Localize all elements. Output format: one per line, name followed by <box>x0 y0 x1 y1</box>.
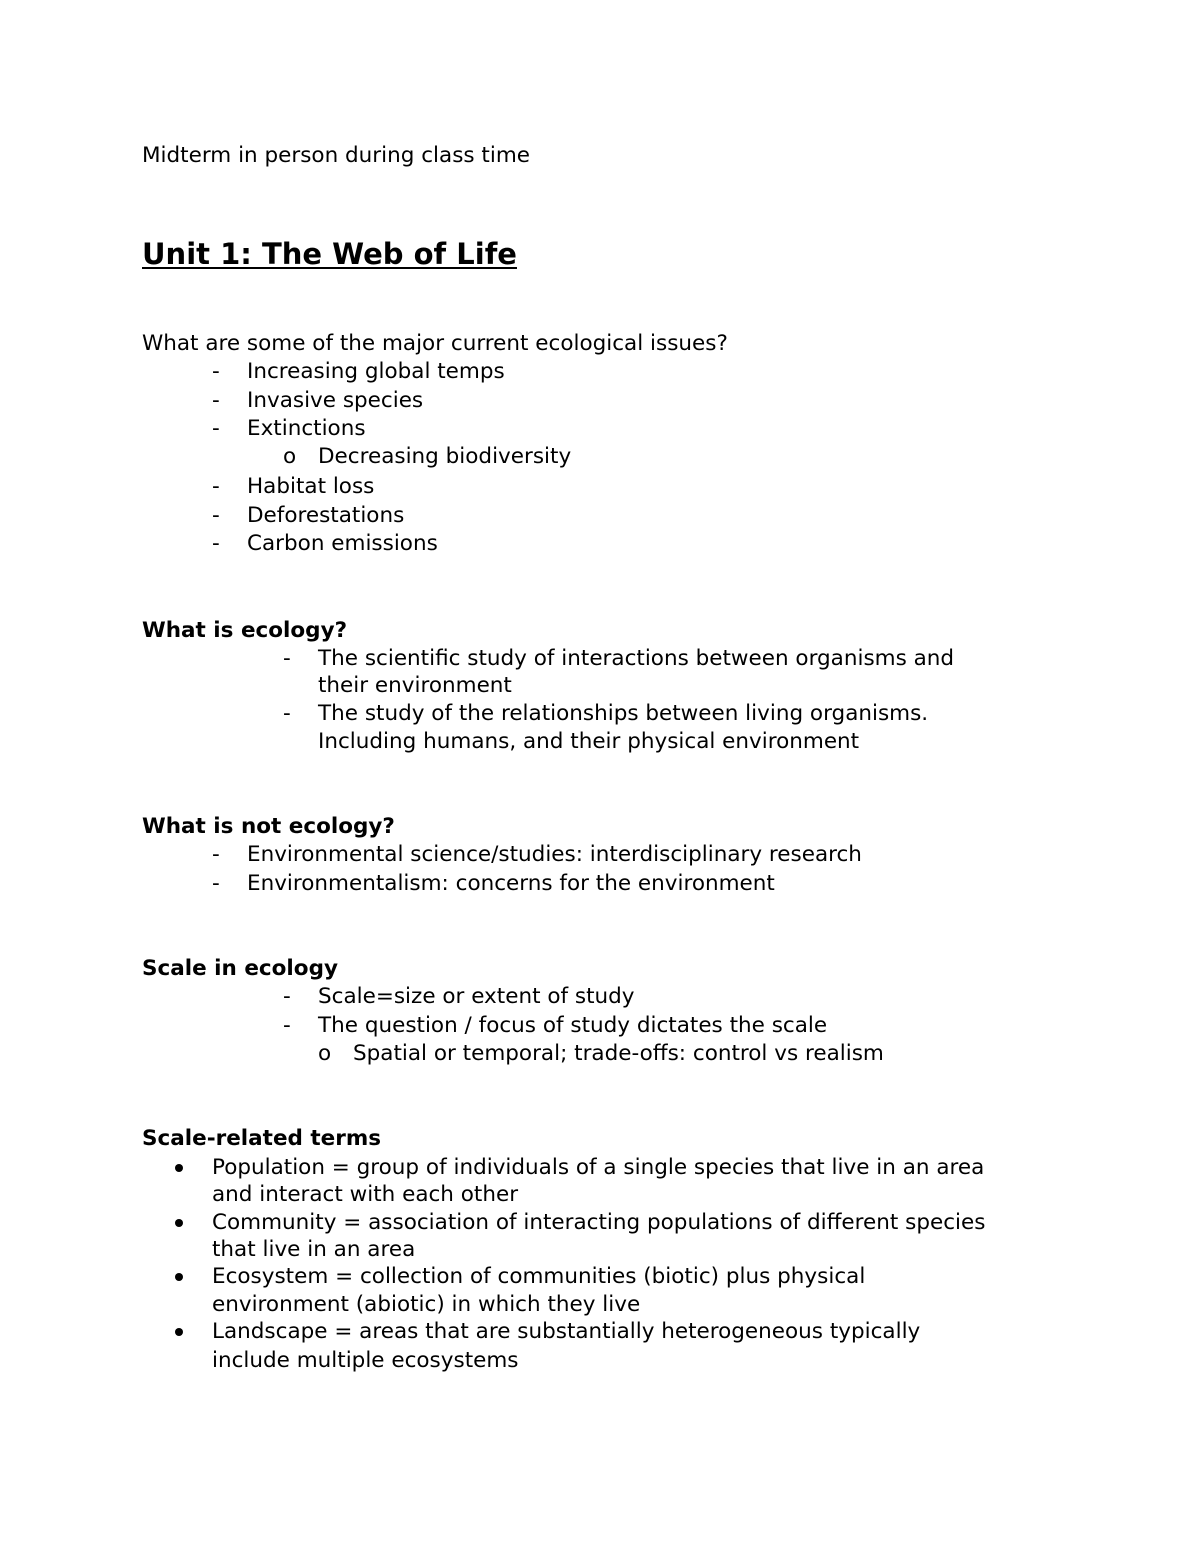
list-item: Increasing global temps <box>247 359 505 384</box>
dash-marker: - <box>283 646 291 671</box>
list-item: The question / focus of study dictates the scale <box>318 1013 828 1038</box>
dash-marker: - <box>212 531 220 556</box>
dash-marker: - <box>212 388 220 413</box>
list-item-continuation: environment (abiotic) in which they live <box>212 1292 641 1317</box>
intro-line: Midterm in person during class time <box>142 143 531 168</box>
list-item-continuation: that live in an area <box>212 1237 416 1262</box>
list-item: Environmental science/studies: interdisciplinary research <box>247 842 862 867</box>
bullet-dot-icon <box>175 1328 183 1336</box>
dash-marker: - <box>212 359 220 384</box>
dash-marker: - <box>212 416 220 441</box>
list-item-continuation: their environment <box>318 673 512 698</box>
list-item: Landscape = areas that are substantially heterogeneous typically <box>212 1319 921 1344</box>
dash-marker: - <box>212 503 220 528</box>
list-item: Ecosystem = collection of communities (biotic) plus physical <box>212 1264 866 1289</box>
list-item: The study of the relationships between living organisms. <box>318 701 929 726</box>
terms-heading: Scale-related terms <box>142 1126 382 1151</box>
list-item: Spatial or temporal; trade-offs: control vs realism <box>353 1041 884 1066</box>
list-item: Environmentalism: concerns for the environment <box>247 871 775 896</box>
dash-marker: - <box>283 701 291 726</box>
list-item: Deforestations <box>247 503 405 528</box>
list-item: Scale=size or extent of study <box>318 984 635 1009</box>
dash-marker: - <box>212 842 220 867</box>
list-item: Community = association of interacting populations of different species <box>212 1210 986 1235</box>
list-item: The scientific study of interactions between organisms and <box>318 646 955 671</box>
list-item-continuation: Including humans, and their physical environment <box>318 729 860 754</box>
list-item-continuation: include multiple ecosystems <box>212 1348 519 1373</box>
ecology-heading: What is ecology? <box>142 618 348 643</box>
list-item: Habitat loss <box>247 474 375 499</box>
unit-title: Unit 1: The Web of Life <box>142 237 517 271</box>
dash-marker: - <box>283 1013 291 1038</box>
bullet-dot-icon <box>175 1164 183 1172</box>
list-item: Population = group of individuals of a single species that live in an area <box>212 1155 985 1180</box>
sub-bullet-marker: o <box>283 444 297 469</box>
scale-heading: Scale in ecology <box>142 956 338 981</box>
dash-marker: - <box>283 984 291 1009</box>
not-ecology-heading: What is not ecology? <box>142 814 395 839</box>
list-item: Extinctions <box>247 416 366 441</box>
list-item: Invasive species <box>247 388 424 413</box>
dash-marker: - <box>212 474 220 499</box>
list-item: Carbon emissions <box>247 531 438 556</box>
list-item-continuation: and interact with each other <box>212 1182 519 1207</box>
sub-bullet-marker: o <box>318 1041 332 1066</box>
issues-question: What are some of the major current ecological issues? <box>142 331 728 356</box>
bullet-dot-icon <box>175 1273 183 1281</box>
bullet-dot-icon <box>175 1219 183 1227</box>
list-item: Decreasing biodiversity <box>318 444 572 469</box>
dash-marker: - <box>212 871 220 896</box>
